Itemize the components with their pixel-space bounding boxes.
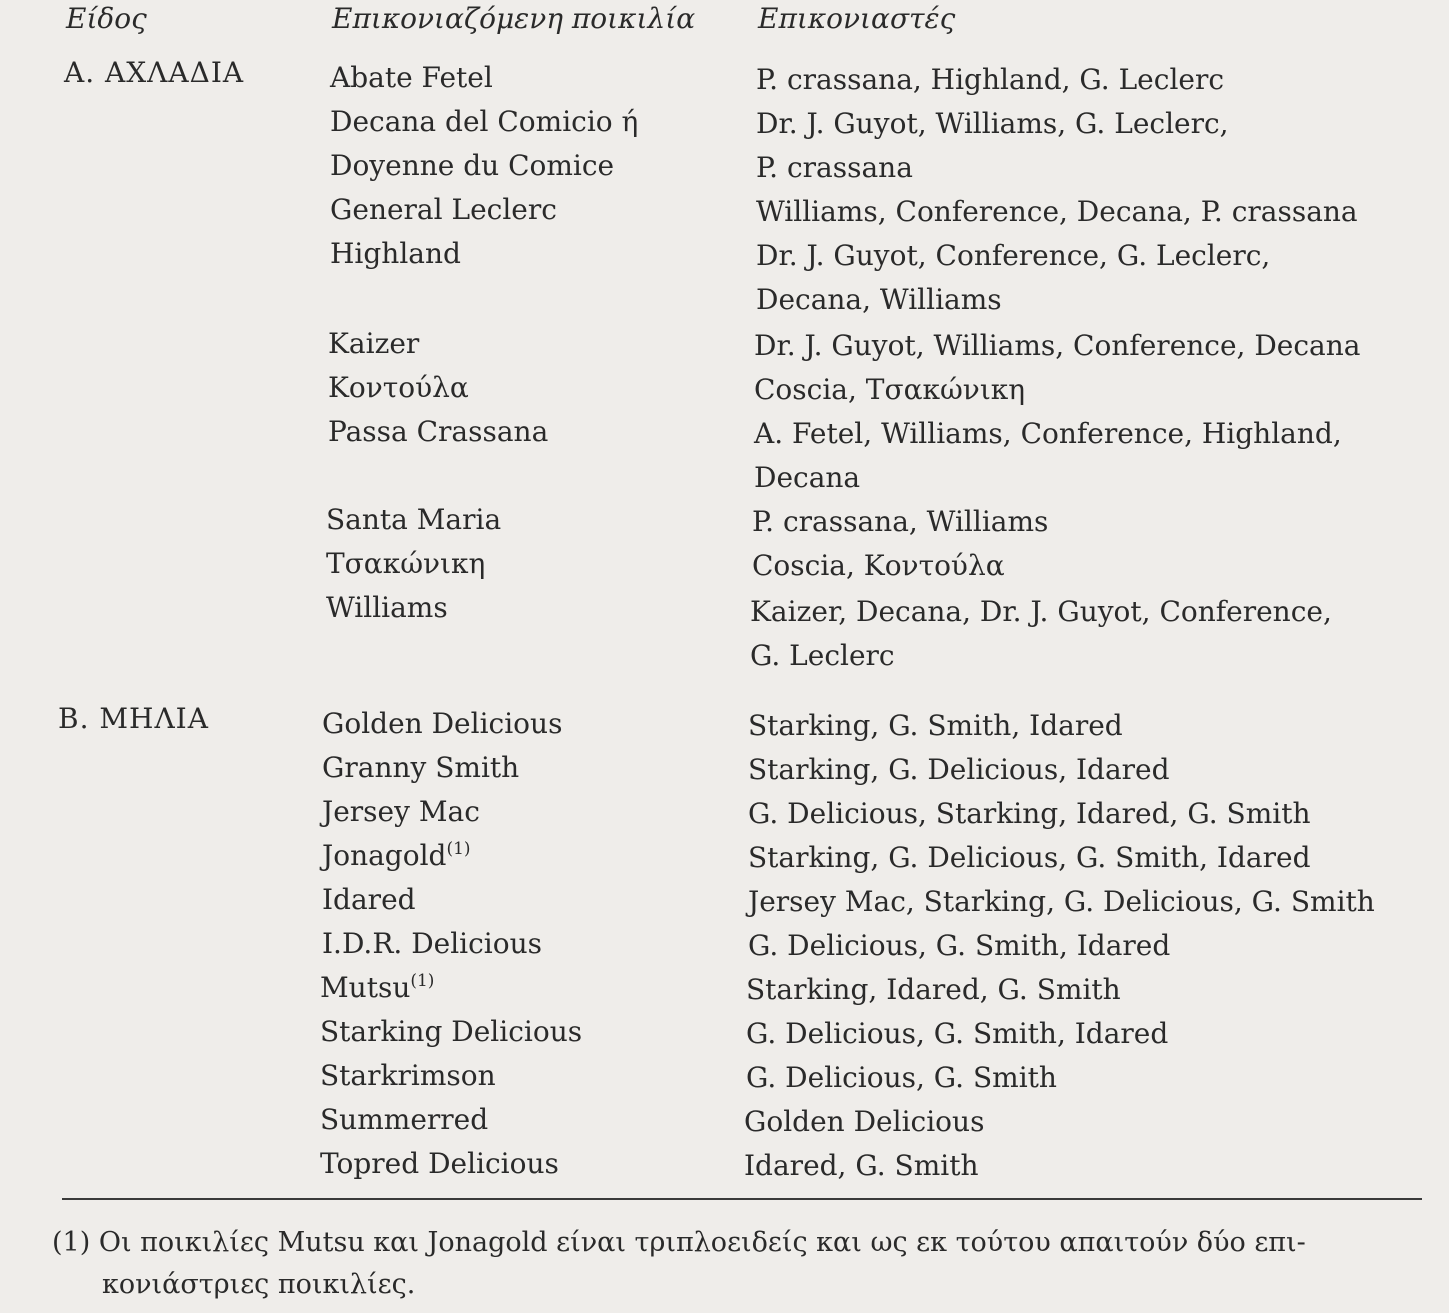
variety-name: Abate Fetel	[330, 61, 493, 94]
variety-name: Golden Delicious	[322, 707, 563, 740]
pollinators-line: Jersey Mac, Starking, G. Delicious, G. Smith	[748, 885, 1375, 918]
pollinators-line: P. crassana, Highland, G. Leclerc	[756, 63, 1225, 96]
pollinators-line: A. Fetel, Williams, Conference, Highland,	[754, 417, 1342, 450]
pollinators-cell	[754, 412, 1342, 500]
variety-name: Highland	[330, 237, 461, 270]
variety-name: I.D.R. Delicious	[322, 927, 543, 960]
footnote-marker: (1)	[446, 839, 471, 859]
pollinators-cell	[748, 836, 1311, 880]
pollinators-cell	[756, 146, 913, 190]
pollinators-cell	[744, 1144, 979, 1188]
variety-name: Topred Delicious	[320, 1147, 559, 1180]
pollinators-line: Decana, Williams	[756, 283, 1002, 316]
pollinators-cell	[746, 968, 1121, 1012]
pollinators-cell	[750, 590, 1332, 678]
species-label: B. ΜΗΛΙΑ	[58, 702, 209, 735]
pollinators-line: G. Delicious, G. Smith	[746, 1061, 1057, 1094]
species-label: A. ΑΧΛΑΔΙΑ	[64, 56, 245, 89]
footnote-divider	[62, 1198, 1422, 1200]
pollinators-cell	[756, 102, 1229, 146]
variety-name: Granny Smith	[322, 751, 520, 784]
pollinators-line: Golden Delicious	[744, 1105, 985, 1138]
variety-name: Starking Delicious	[320, 1015, 583, 1048]
pollinators-cell	[748, 704, 1123, 748]
variety-name	[322, 834, 471, 878]
pollinators-line: G. Leclerc	[750, 639, 895, 672]
pollinators-cell	[756, 234, 1270, 322]
pollinators-line: Coscia, Κοντούλα	[752, 549, 1005, 582]
pollinators-line: P. crassana, Williams	[752, 505, 1049, 538]
variety-name	[320, 966, 434, 1010]
variety-name: Williams	[326, 591, 448, 624]
variety-name-text: Jonagold	[322, 839, 447, 872]
pollinators-line: Coscia, Τσακώνικη	[754, 373, 1026, 406]
table-header	[0, 2, 1449, 42]
pollinators-cell	[754, 368, 1025, 412]
pollinators-cell	[744, 1100, 984, 1144]
pollinators-cell	[756, 58, 1224, 102]
pollinators-line: Decana	[754, 461, 861, 494]
footnote-line-1: (1) Οι ποικιλίες Mutsu και Jonagold είναι τριπλοειδείς και ως εκ τούτου απαιτούν δύο επι-	[52, 1227, 1306, 1258]
pollinators-line: Kaizer, Decana, Dr. J. Guyot, Conference,	[750, 595, 1332, 628]
pollinators-cell	[748, 748, 1170, 792]
pollinators-cell	[746, 1056, 1057, 1100]
variety-name: Passa Crassana	[328, 415, 549, 448]
header-variety: Επικονιαζόμενη ποικιλία	[332, 2, 696, 35]
variety-name: Τσακώνικη	[326, 547, 486, 580]
pollinators-line: Starking, Idared, G. Smith	[746, 973, 1121, 1006]
pollinators-cell	[756, 190, 1358, 234]
footnote	[52, 1222, 1432, 1306]
variety-name: Κοντούλα	[328, 371, 469, 404]
pollinators-line: G. Delicious, Starking, Idared, G. Smith	[748, 797, 1311, 830]
pollinators-line: Williams, Conference, Decana, P. crassana	[756, 195, 1358, 228]
variety-name: Idared	[322, 883, 416, 916]
pollinators-cell	[748, 792, 1311, 836]
variety-name: Doyenne du Comice	[330, 149, 615, 182]
pollinators-cell	[746, 1012, 1168, 1056]
pollinators-cell	[748, 924, 1170, 968]
pollinators-line: Dr. J. Guyot, Williams, G. Leclerc,	[756, 107, 1229, 140]
variety-name: General Leclerc	[330, 193, 557, 226]
variety-name: Santa Maria	[326, 503, 502, 536]
pollinators-cell	[748, 880, 1375, 924]
pollinators-line: Starking, G. Delicious, Idared	[748, 753, 1170, 786]
variety-name: Summerred	[320, 1103, 489, 1136]
header-pollinators: Επικονιαστές	[758, 2, 956, 35]
pollinators-cell	[752, 500, 1048, 544]
variety-name: Jersey Mac	[322, 795, 480, 828]
variety-name: Decana del Comicio ή	[330, 105, 639, 138]
pollinators-cell	[752, 544, 1005, 588]
pollinators-line: Dr. J. Guyot, Williams, Conference, Decana	[754, 329, 1361, 362]
pollinators-line: G. Delicious, G. Smith, Idared	[746, 1017, 1169, 1050]
header-species: Είδος	[66, 2, 147, 35]
footnote-line-2: κονιάστριες ποικιλίες.	[102, 1269, 416, 1300]
variety-name: Kaizer	[328, 327, 420, 360]
pollinators-line: Idared, G. Smith	[744, 1149, 979, 1182]
pollinators-cell	[754, 324, 1360, 368]
footnote-marker: (1)	[410, 971, 435, 991]
pollinators-line: Starking, G. Smith, Idared	[748, 709, 1123, 742]
variety-name-text: Mutsu	[320, 971, 411, 1004]
pollinators-line: Dr. J. Guyot, Conference, G. Leclerc,	[756, 239, 1271, 272]
pollinators-line: P. crassana	[756, 151, 913, 184]
variety-name: Starkrimson	[320, 1059, 496, 1092]
pollinators-line: G. Delicious, G. Smith, Idared	[748, 929, 1171, 962]
pollinators-line: Starking, G. Delicious, G. Smith, Idared	[748, 841, 1311, 874]
